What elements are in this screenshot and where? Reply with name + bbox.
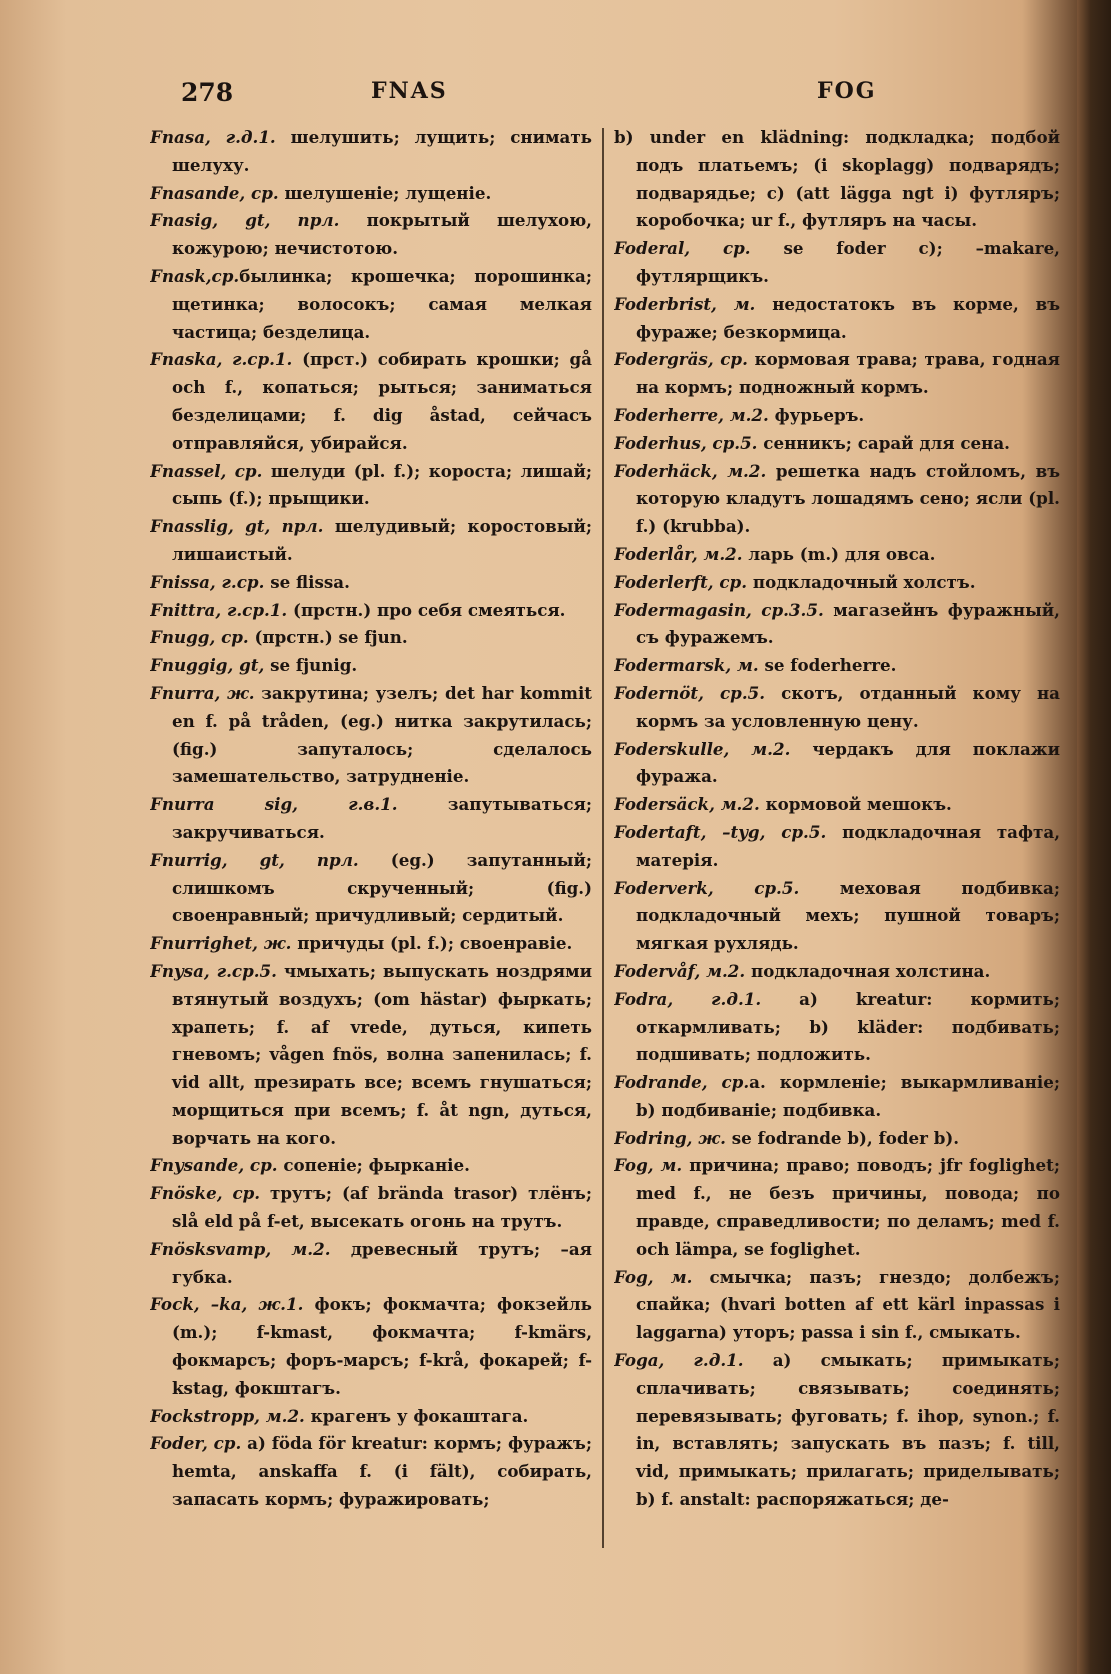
entry-definition: запутываться; закручиваться.: [172, 794, 592, 842]
entry-headword: Foderal: [614, 238, 685, 259]
entry-headword: Foderhäck: [614, 460, 712, 481]
entry-definition: шелуди (pl. f.); короста; лишай; сыпь (f.); прыщики.: [172, 460, 592, 509]
entry-grammar: , г.ср.1.: [216, 349, 293, 370]
dictionary-entry: [614, 1125, 1060, 1153]
entry-definition: se flissa.: [264, 571, 350, 592]
entry-definition: смычка; пазъ; гнездо; долбежъ; спайка; (hvari botten af ett kärl inpassas i laggarna) уторъ; passa i sin f., смыкать.: [636, 1266, 1060, 1343]
entry-definition: недостатокъ въ корме, въ фураже; безкормица.: [636, 293, 1060, 342]
entry-headword: Fodermarsk: [614, 655, 726, 676]
dictionary-entry: [150, 207, 592, 263]
entry-grammar: , м.2.: [265, 1238, 331, 1259]
entry-headword: Fodernöt: [614, 682, 699, 703]
dictionary-entry: [150, 958, 592, 1153]
entry-definition: причина; право; поводъ; jfr foglighet; med f., не безъ причины, повода; по правде, справедливости; по деламъ; med f. och lämpa, se foglighet.: [636, 1155, 1060, 1259]
entry-headword: Fodrande: [614, 1072, 702, 1093]
entry-grammar: , ж.: [686, 1127, 726, 1148]
dictionary-entry: [150, 624, 592, 652]
entry-definition: покрытый шелухою, кожурою; нечистотою.: [172, 210, 592, 259]
entry-definition: фурьеръ.: [768, 404, 865, 425]
entry-definition: сенникъ; сарай для сена.: [757, 432, 1010, 453]
entry-grammar: , gt,: [227, 655, 265, 676]
dictionary-entry: [614, 1152, 1060, 1263]
entry-grammar: , г.д.1.: [658, 1350, 744, 1371]
entry-headword: Fnissa: [150, 571, 210, 592]
entry-headword: Fodring: [614, 1127, 687, 1148]
entry-grammar: , ср.5.: [707, 877, 800, 898]
entry-definition: se foderherre.: [758, 655, 897, 676]
right-guide-word: FOG: [817, 78, 877, 104]
entry-headword: Fnuggig: [150, 655, 228, 676]
dictionary-entry: [614, 875, 1060, 958]
entry-headword: Fnurra: [150, 682, 215, 703]
page-header: [175, 78, 1055, 114]
entry-definition: а) смыкать; примыкать; сплачивать; связывать; соединять; перевязывать; фуговать; f. ihop, synon.; f. in, вставлять; запускать въ пазъ; f. till, vid, примыкать; прилагать; приделывать; b) f. anstalt: распоряжаться; де-: [636, 1350, 1060, 1510]
entry-grammar: , ср.3.5.: [745, 599, 824, 620]
entry-headword: Fodergräs: [614, 349, 708, 370]
entry-definition: se fjunig.: [264, 655, 358, 676]
entry-headword: Fnöske: [150, 1183, 217, 1204]
entry-definition: шелушить; лущить; снимать шелуху.: [172, 127, 592, 175]
entry-headword: Fnittra: [150, 599, 216, 620]
entry-definition: фокъ; фокмачта; фокзейль (m.); f-kmast, фокмачта; f-kmärs, фокмарсъ; форъ-марсъ; f-krå, фокарей; f-kstag, фокштагъ.: [172, 1294, 592, 1398]
entry-definition: крагенъ у фокаштага.: [304, 1405, 529, 1426]
entry-headword: Fodermagasin: [614, 599, 746, 620]
entry-definition: (прстн.) se fjun.: [248, 627, 408, 648]
entry-headword: Fockstropp: [150, 1405, 255, 1426]
dictionary-entry: [614, 458, 1060, 541]
entry-grammar: , г.д.1.: [205, 127, 276, 147]
entry-grammar: , м.: [647, 1266, 693, 1287]
dictionary-entry: [614, 1347, 1060, 1514]
entry-grammar: , ср.: [701, 1072, 750, 1093]
entry-definition: se foder c); –makare, футлярщикъ.: [636, 238, 1060, 286]
entry-definition: кормовая трава; трава, годная на кормъ; подножный кормъ.: [636, 349, 1060, 398]
entry-headword: Foga: [614, 1350, 659, 1371]
dictionary-entry: [614, 652, 1060, 680]
entry-definition: шелушеніе; лущеніе.: [278, 182, 492, 203]
entry-headword: Foder: [150, 1433, 202, 1454]
dictionary-entry: [150, 346, 592, 457]
entry-headword: Foderlår: [614, 543, 692, 564]
entry-definition: подкладочный холстъ.: [747, 571, 976, 592]
entry-headword: Fnassel: [150, 460, 221, 481]
book-spine: [1077, 0, 1111, 1674]
entry-grammar: , ср.: [201, 1433, 242, 1454]
entry-definition: скотъ, отданный кому на кормъ за условленную цену.: [636, 682, 1060, 731]
entry-headword: Fnurra sig: [150, 794, 293, 815]
dictionary-entry: [614, 680, 1060, 736]
entry-grammar: , м.2.: [694, 960, 746, 981]
dictionary-entry: [614, 1264, 1060, 1347]
entry-definition: чердакъ для поклажи фуража.: [636, 738, 1060, 787]
entry-headword: Fodertaft: [614, 821, 701, 842]
entry-headword: Foderverk: [614, 877, 708, 898]
entry-grammar: , г.д.1.: [667, 988, 762, 1009]
entry-headword: Fnysa: [150, 960, 204, 981]
dictionary-entry: [614, 430, 1060, 458]
entry-grammar: , м.: [711, 293, 756, 314]
entry-grammar: , м.2.: [709, 794, 760, 815]
entry-grammar: , ср.: [209, 627, 249, 648]
entry-definition: (прст.) собирать крошки; gå och f., копаться; рыться; заниматься безделицами; f. dig åstad, сейчасъ отправляйся, убирайся.: [172, 349, 592, 453]
dictionary-entry: [150, 569, 592, 597]
entry-grammar: , ж.: [252, 933, 292, 954]
dictionary-entry: [150, 1291, 592, 1402]
entry-definition: а) kreatur: кормить; откармливать; b) kläder: подбивать; подшивать; подложить.: [636, 988, 1060, 1065]
entry-grammar: , ср.5.: [700, 432, 758, 453]
entry-definition: b) under en klädning: подкладка; подбой подъ платьемъ; (i skoplagg) подварядъ; подварядье; c) (att lägga ngt i) футляръ; коробочка; ur f., футляръ на часы.: [614, 127, 1060, 231]
entry-grammar: , gt, прл.: [227, 516, 324, 537]
entry-headword: Fog: [614, 1155, 648, 1176]
entry-definition: решетка надъ стойломъ, въ которую кладутъ лошадямъ сено; ясли (pl. f.) (krubba).: [636, 460, 1060, 537]
dictionary-entry: [614, 986, 1060, 1069]
dictionary-entry: [150, 847, 592, 930]
entry-grammar: , ср.: [707, 571, 748, 592]
entry-headword: Fnugg: [150, 627, 210, 648]
dictionary-entry: [150, 1430, 592, 1513]
entry-headword: Fock: [150, 1294, 194, 1315]
entry-definition: шелудивый; коростовый; лишаистый.: [172, 516, 592, 564]
dictionary-entry: [150, 791, 592, 847]
entry-headword: Fnösksvamp: [150, 1238, 266, 1259]
entry-headword: Foderlerft: [614, 571, 708, 592]
entry-definition: древесный трутъ; –ая губка.: [172, 1238, 592, 1287]
dictionary-entry: [614, 736, 1060, 792]
entry-grammar: , г.ср.: [209, 571, 265, 592]
dictionary-entry: [614, 346, 1060, 402]
right-column: [614, 124, 1060, 1644]
entry-grammar: , м.: [647, 1155, 683, 1176]
entry-definition: сопеніе; фырканіе.: [277, 1155, 470, 1176]
entry-headword: Fodervåf: [614, 960, 695, 981]
entry-grammar: , gt, прл.: [212, 210, 340, 231]
entry-definition: подкладочная холстина.: [745, 960, 991, 981]
entry-definition: а) föda för kreatur: кормъ; фуражъ; hemta, anskaffa f. (i fält), собирать, запасать кормъ; фуражировать;: [172, 1433, 592, 1510]
entry-grammar: , ср.: [216, 1183, 261, 1204]
entry-grammar: , г.в.1.: [292, 794, 398, 815]
entry-definition: а. кормленіе; выкармливаніе; b) подбиваніе; подбивка.: [636, 1072, 1060, 1120]
entry-grammar: , ср.: [684, 238, 751, 259]
entry-definition: чмыхать; выпускать ноздрями втянутый воздухъ; (om hästar) фыркать; храпеть; f. af vrede, дуться, кипеть гневомъ; vågen fnös, волна запенилась; f. vid allt, презирать все; всемъ гнушаться; морщиться при всемъ; f. åt ngn, дуться, ворчать на кого.: [172, 960, 592, 1148]
dictionary-entry: [614, 819, 1060, 875]
dictionary-entry: [150, 458, 592, 514]
entry-grammar: , м.: [725, 655, 759, 676]
entry-definition: (eg.) запутанный; слишкомъ скрученный; (fig.) своенравный; причудливый; сердитый.: [172, 849, 592, 926]
entry-definition: (прстн.) про себя смеяться.: [287, 599, 566, 620]
entry-definition: трутъ; (af brända trasor) тлёнъ; slå eld på f-et, высекать огонь на трутъ.: [172, 1183, 592, 1232]
entry-definition: ларь (m.) для овса.: [742, 543, 936, 564]
dictionary-entry: [150, 680, 592, 791]
entry-headword: Foderhus: [614, 432, 701, 453]
entry-grammar: , –ka, ж.1.: [193, 1294, 304, 1315]
dictionary-entry: [150, 652, 592, 680]
entry-headword: Fnasslig: [150, 516, 228, 537]
dictionary-entry: [614, 597, 1060, 653]
entry-headword: Fnasande: [150, 182, 240, 203]
entry-headword: Fodra: [614, 988, 668, 1009]
entry-headword: Foderbrist: [614, 293, 712, 314]
entry-definition: кормовой мешокъ.: [759, 794, 952, 815]
dictionary-entry: [614, 402, 1060, 430]
entry-headword: Fog: [614, 1266, 648, 1287]
entry-grammar: , ср.: [707, 349, 748, 370]
dictionary-entry: [150, 1180, 592, 1236]
entry-headword: Fnasig: [150, 210, 213, 231]
entry-grammar: , ср.: [239, 182, 279, 203]
dictionary-entry: [614, 291, 1060, 347]
entry-headword: Fodersäck: [614, 794, 710, 815]
dictionary-entry: [150, 263, 592, 346]
entry-grammar: , г.ср.1.: [215, 599, 288, 620]
dictionary-entry: [614, 958, 1060, 986]
dictionary-entry: [150, 597, 592, 625]
entry-grammar: , м.2.: [718, 404, 769, 425]
entry-headword: Fnask: [150, 265, 206, 286]
entry-grammar: , ср.: [220, 460, 263, 481]
dictionary-entry: [150, 513, 592, 569]
page-number: 278: [181, 78, 234, 107]
dictionary-entry: [614, 569, 1060, 597]
dictionary-entry: [150, 1236, 592, 1292]
dictionary-entry: [614, 1069, 1060, 1125]
entry-grammar: , м.2.: [691, 543, 743, 564]
dictionary-entry: [614, 541, 1060, 569]
dictionary-entry: [614, 791, 1060, 819]
dictionary-entry: [150, 180, 592, 208]
dictionary-entry: [614, 235, 1060, 291]
left-guide-word: FNAS: [371, 78, 448, 104]
entry-headword: Foderherre: [614, 404, 719, 425]
entry-headword: Fnysande: [150, 1155, 239, 1176]
entry-definition: былинка; крошечка; порошинка; щетинка; волосокъ; самая мелкая частица; безделица.: [172, 265, 592, 342]
column-divider: [602, 128, 604, 1548]
dictionary-entry: [150, 124, 592, 180]
entry-headword: Fnurrighet: [150, 933, 253, 954]
dictionary-entry: [614, 124, 1060, 235]
entry-grammar: , м.2.: [711, 460, 767, 481]
entry-headword: Fnasa: [150, 127, 206, 147]
entry-grammar: , г.ср.5.: [203, 960, 277, 981]
entry-grammar: , ж.: [214, 682, 255, 703]
entry-definition: магазейнъ фуражный, съ фуражемъ.: [636, 599, 1060, 648]
entry-headword: Foderskulle: [614, 738, 724, 759]
entry-grammar: , м.2.: [254, 1405, 305, 1426]
entry-definition: подкладочная тафта, матерія.: [636, 821, 1060, 870]
entry-headword: Fnurrig: [150, 849, 222, 870]
entry-grammar: , ср.: [238, 1155, 278, 1176]
entry-headword: Fnaska: [150, 349, 217, 370]
entry-grammar: , gt, прл.: [221, 849, 359, 870]
entry-grammar: ,ср.: [205, 265, 240, 286]
entry-grammar: , ср.5.: [698, 682, 766, 703]
dictionary-entry: [150, 930, 592, 958]
dictionary-entry: [150, 1152, 592, 1180]
entry-grammar: , –tyg, ср.5.: [700, 821, 827, 842]
left-column: [150, 124, 592, 1644]
entry-definition: закрутина; узелъ; det har kommit en f. på tråden, (eg.) нитка закрутилась; (fig.) запуталось; сделалось замешательство, затрудненіе.: [172, 682, 592, 787]
entry-definition: причуды (pl. f.); своенравіе.: [291, 933, 573, 954]
entry-definition: se fodrande b), foder b).: [725, 1127, 960, 1148]
dictionary-entry: [150, 1403, 592, 1431]
entry-grammar: , м.2.: [723, 738, 791, 759]
entry-definition: меховая подбивка; подкладочный мехъ; пушной товаръ; мягкая рухлядь.: [636, 877, 1060, 954]
